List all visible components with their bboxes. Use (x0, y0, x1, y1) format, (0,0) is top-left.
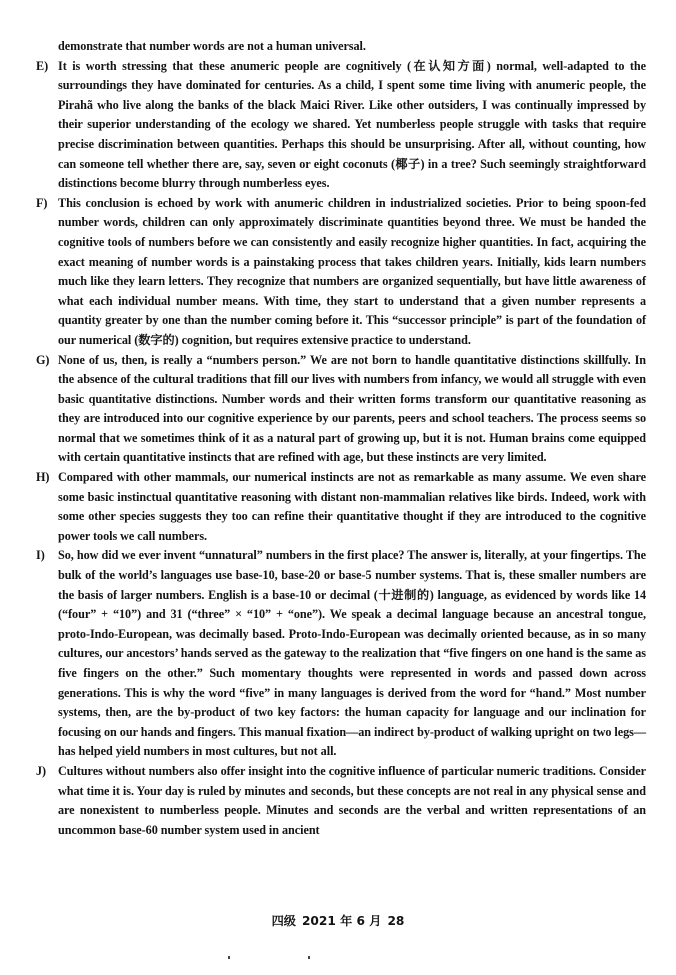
paragraph-text: So, how did we ever invent “unnatural” numbers in the first place? The answer is, literally, at your fingertips. The bulk of the world’s languages use base-10, base-20 or base-5 number systems. That is, these smaller numbers are the basis of larger numbers. English is a base-10 or decimal (十进制的) language, as evidenced by words like 14 (“four” + “10”) and 31 (“three” × “10” + “one”). We speak a decimal language because an ancestral tongue, proto-Indo-European, was decimally based. Proto-Indo-European was decimally oriented because, as in so many cultures, our ancestors’ hands served as the gateway to the realization that “five fingers on one hand is the same as five fingers on the other.” Such momentary thoughts were represented in words and passed down across generations. This is why the word “five” in many languages is derived from the word for “hand.” Most number systems, then, are the by-product of two key factors: the human capacity for language and our inclination for focusing on our hands and fingers. This manual fixation—an indirect by-product of walking upright on two legs—has helped yield numbers in most cultures, but not all. (58, 548, 646, 759)
page-number: 28 (387, 914, 405, 928)
footer-date: 2021 年 6 月 (301, 914, 382, 928)
paragraph-label: G) (36, 352, 50, 367)
paragraph-label: F) (36, 195, 48, 210)
paragraph-label: H) (36, 470, 50, 485)
paragraph-text: This conclusion is echoed by work with anumeric children in industrialized societies. Prior to being spoon-fed number words, children can only approximately discriminate quantities beyond three. We must be handed the cognitive tools of numbers before we can consistently and easily recognize higher quantities. In fact, acquiring the exact meaning of number words is a painstaking process that takes children years. Initially, kids learn numbers much like they learn letters. They recognize that numbers are organized sequentially, but have little awareness of what each individual number means. With time, they start to understand that a given number represents a quantity greater by one than the number coming before it. This “successor principle” is part of the foundation of our numerical (数字的) cognition, but requires extensive practice to understand. (58, 195, 646, 347)
paragraph-label: J) (36, 763, 47, 778)
continuation-line (36, 37, 646, 57)
paragraph-text: Compared with other mammals, our numerical instincts are not as remarkable as many assume. We even share some basic instinctual quantitative reasoning with distant non-mammalian relatives like birds. Indeed, work with some other species suggests they too can refine their quantitative thought if they are introduced to the cognitive power tools we call numbers. (58, 470, 646, 543)
scan-speck (308, 956, 310, 959)
paragraph-text: None of us, then, is really a “numbers person.” We are not born to handle quantitative distinctions skillfully. In the absence of the cultural traditions that fill our lives with numbers from infancy, we would all struggle with even basic quantitative distinctions. Number words and their written forms transform our quantitative reasoning as they are introduced into our cognitive experience by our parents, peers and school teachers. The process seems so normal that we sometimes think of it as a natural part of growing up, but it is not. Human brains come equipped with certain quantitative instincts that are refined with age, but these instincts are very limited. (58, 352, 646, 465)
paragraph-text: Cultures without numbers also offer insight into the cognitive influence of particular numeric traditions. Consider what time it is. Your day is ruled by minutes and seconds, but these concepts are not real in any physical sense and are nonexistent to numberless people. Minutes and seconds are the verbal and written representations of an uncommon base-60 number system used in ancient (58, 763, 646, 837)
footer-exam: 四级 (271, 914, 296, 928)
page-footer (0, 912, 676, 929)
paragraph-label: E) (36, 58, 49, 73)
opening-line-text: demonstrate that number words are not a human universal. (58, 39, 366, 53)
scan-speck (228, 956, 230, 959)
paragraph-e (36, 57, 646, 194)
paragraph-f (36, 194, 646, 351)
paragraph-text: It is worth stressing that these anumeric people are cognitively (在认知方面) normal, well-adapted to the surroundings they have dominated for centuries. As a child, I spent some time living with anumeric people, the Pirahã who live along the banks of the black Maici River. Like other outsiders, I was continually impressed by their superior understanding of the ecology we shared. Yet numberless people struggle with tasks that require precise discrimination between quantities. Perhaps this should be unsurprising. After all, without counting, how can someone tell whether there are, say, seven or eight coconuts (椰子) in a tree? Such seemingly straightforward distinctions become blurry through numberless eyes. (58, 58, 646, 191)
paragraph-i (36, 546, 646, 762)
paragraph-j (36, 762, 646, 840)
paragraph-g (36, 351, 646, 469)
paragraph-h (36, 468, 646, 546)
paragraph-label: I) (36, 548, 45, 563)
